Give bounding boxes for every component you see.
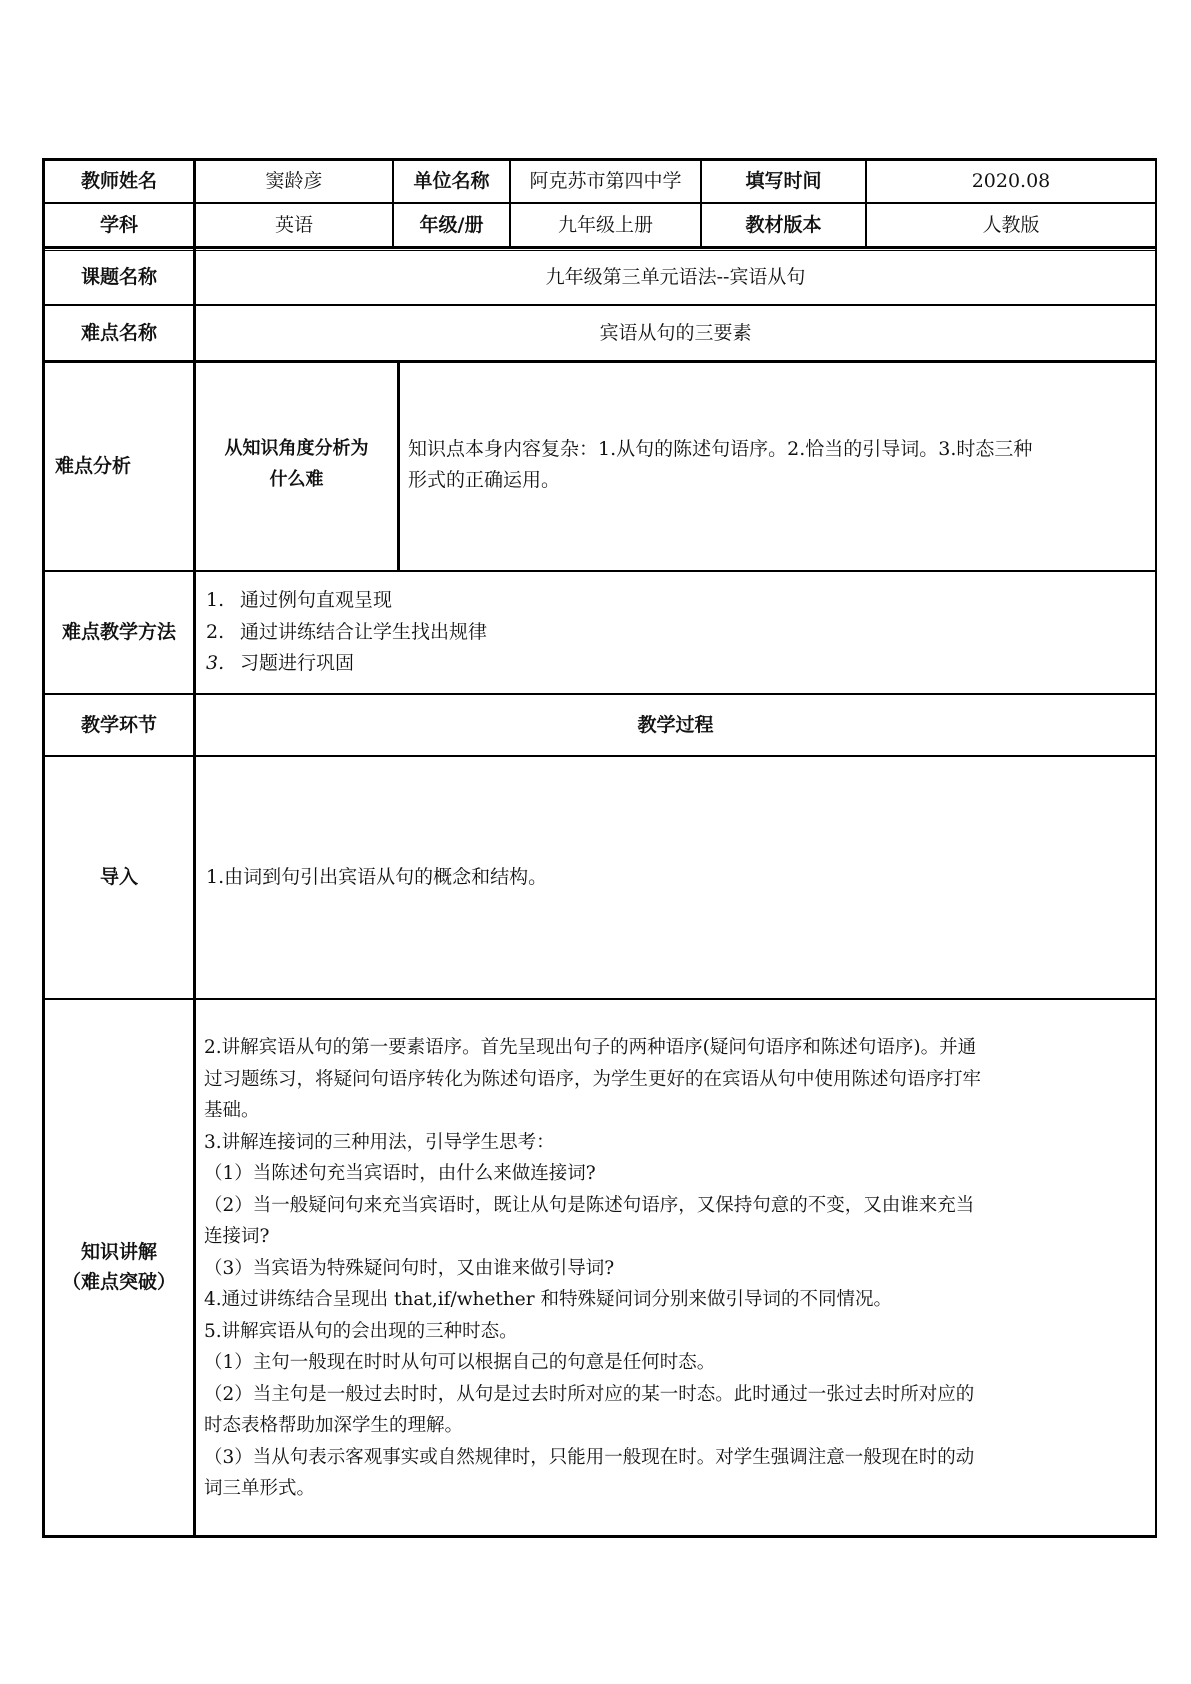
- analysis-sub-label-line-2: 什么难: [269, 468, 324, 490]
- knowledge-line: 时态表格帮助加深学生的理解。: [204, 1415, 464, 1436]
- fill-date-label: 填写时间: [745, 170, 822, 193]
- topic-label: 课题名称: [80, 266, 157, 289]
- row-line-2: [42, 246, 1157, 249]
- fill-date-value: 2020.08: [971, 170, 1051, 193]
- method-item: 3. 习题进行巩固: [206, 652, 355, 675]
- stage-header-label: 教学环节: [80, 713, 157, 736]
- knowledge-line: （3）当从句表示客观事实或自然规律时，只能用一般现在时。对学生强调注意一般现在时的动: [204, 1446, 975, 1468]
- method-item: 2. 通过讲练结合让学生找出规律: [206, 620, 488, 643]
- analysis-sub-label: [196, 363, 397, 570]
- knowledge-line: 连接词?: [204, 1226, 270, 1247]
- teacher-name-value: 窦龄彦: [265, 170, 323, 193]
- difficulty-label: 难点名称: [80, 321, 157, 344]
- analysis-text: [400, 363, 1155, 570]
- edition-value: 人教版: [982, 213, 1040, 236]
- knowledge-text: [196, 1000, 1155, 1535]
- knowledge-line: （2）当主句是一般过去时时，从句是过去时所对应的某一时态。此时通过一张过去时所对应的: [204, 1383, 975, 1405]
- knowledge-line: （2）当一般疑问句来充当宾语时，既让从句是陈述句语序，又保持句意的不变，又由谁来充当: [204, 1194, 975, 1216]
- topic-value: 九年级第三单元语法--宾语从句: [545, 266, 806, 289]
- teacher-name-label: 教师姓名: [80, 170, 157, 193]
- knowledge-line: 4.通过讲练结合呈现出 that,if/whether 和特殊疑问词分别来做引导词的不同情况。: [204, 1289, 892, 1310]
- knowledge-line: 5.讲解宾语从句的会出现的三种时态。: [204, 1320, 518, 1342]
- subject-value: 英语: [274, 213, 313, 236]
- edition-label: 教材版本: [745, 213, 822, 236]
- unit-name-label: 单位名称: [413, 170, 490, 193]
- grade-label: 年级/册: [419, 213, 484, 236]
- table-border-right: [1155, 158, 1157, 1538]
- knowledge-line: 过习题练习，将疑问句语序转化为陈述句语序，为学生更好的在宾语从句中使用陈述句语序打牢: [204, 1068, 982, 1090]
- knowledge-line: （1）当陈述句充当宾语时，由什么来做连接词?: [204, 1163, 596, 1184]
- analysis-text-line-1: 知识点本身内容复杂：1.从句的陈述句语序。2.恰当的引导词。3.时态三种: [408, 438, 1033, 460]
- analysis-text-line-2: 形式的正确运用。: [408, 469, 561, 492]
- knowledge-line: 2.讲解宾语从句的第一要素语序。首先呈现出句子的两种语序(疑问句语序和陈述句语序)。并通: [204, 1037, 977, 1058]
- knowledge-line: （3）当宾语为特殊疑问句时，又由谁来做引导词?: [204, 1257, 615, 1279]
- subject-label: 学科: [99, 213, 138, 236]
- difficulty-value: 宾语从句的三要素: [599, 321, 752, 344]
- knowledge-line: 3.讲解连接词的三种用法，引导学生思考：: [204, 1131, 555, 1153]
- knowledge-line: 词三单形式。: [204, 1478, 316, 1499]
- knowledge-label-line-2: （难点突破）: [61, 1270, 176, 1293]
- knowledge-label: [45, 1000, 193, 1535]
- knowledge-line: （1）主句一般现在时时从句可以根据自己的句意是任何时态。: [204, 1352, 716, 1373]
- intro-label: 导入: [99, 866, 138, 889]
- analysis-sub-label-line-1: 从知识角度分析为: [224, 438, 369, 459]
- intro-text: 1.由词到句引出宾语从句的概念和结构。: [206, 866, 548, 889]
- knowledge-label-line-1: 知识讲解: [80, 1241, 157, 1264]
- grade-value: 九年级上册: [557, 213, 653, 236]
- method-list: [196, 572, 1155, 693]
- method-item: 1. 通过例句直观呈现: [206, 589, 393, 612]
- knowledge-line: 基础。: [204, 1100, 260, 1121]
- unit-name-value: 阿克苏市第四中学: [529, 170, 682, 193]
- method-label: 难点教学方法: [61, 621, 176, 644]
- row-line-bottom: [42, 1535, 1157, 1538]
- process-header-label: 教学过程: [637, 713, 714, 736]
- analysis-label: 难点分析: [55, 455, 132, 478]
